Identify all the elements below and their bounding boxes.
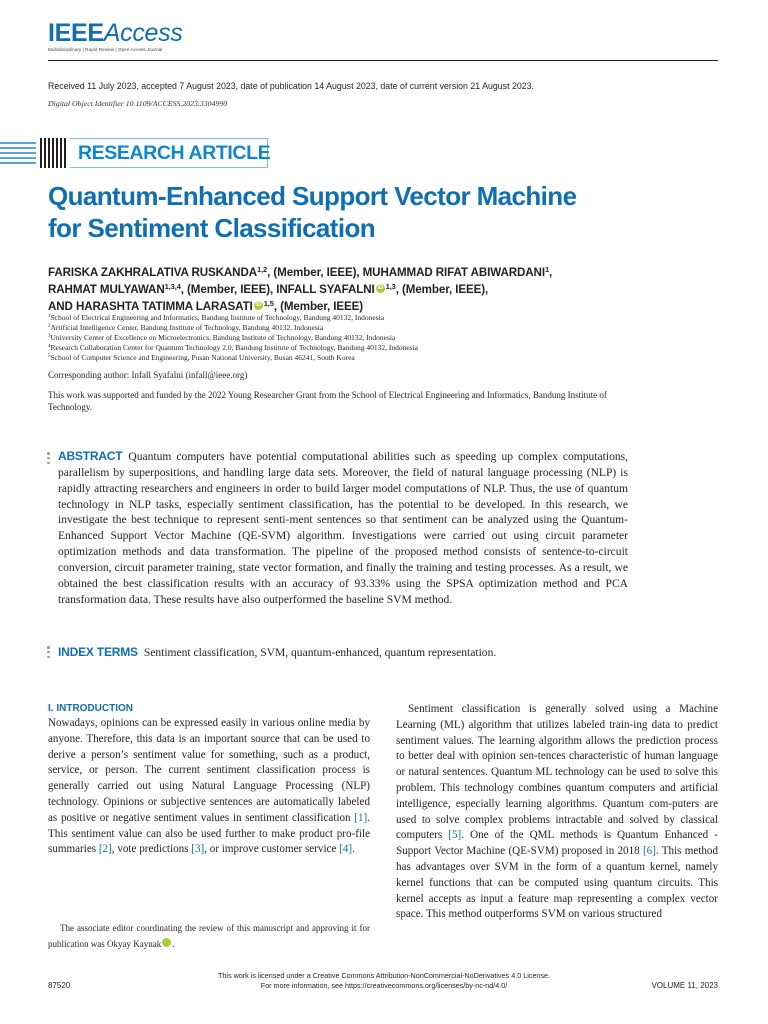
editor-note-text: The associate editor coordinating the review of this manuscript and approving it for publication was Okyay Kaynak: [48, 923, 370, 949]
logo-tagline: Multidisciplinary | Rapid Review | Open Access Journal: [48, 47, 163, 52]
author-line-2: [48, 281, 552, 298]
index-terms-block: [58, 645, 496, 659]
license-line: This work is licensed under a Creative Commons Attribution-NonCommercial-NoDerivatives 4.0 License.: [218, 971, 550, 980]
funding-statement: This work was supported and funded by the 2022 Young Researcher Grant from the School of Electrical Engineering and Informatics, Bandung Institute of Technology.: [48, 390, 607, 412]
logo-wordmark: IEEEAccess: [48, 19, 183, 47]
author-name: INFALL SYAFALNI: [276, 283, 375, 296]
author-name: MUHAMMAD RIFAT ABIWARDANI: [362, 266, 545, 279]
paper-title-line-1: Quantum-Enhanced Support Vector Machine: [48, 181, 577, 211]
affiliation-number: 5: [48, 354, 51, 359]
citation-link[interactable]: [4]: [339, 843, 353, 856]
author-name: RAHMAT MULYAWAN: [48, 283, 165, 296]
intro-left-column: [48, 702, 370, 858]
affiliation-text: University Center of Excellence on Microelectronics, Bandung Institute of Technology, Bandung 40132, Indonesia: [50, 333, 396, 342]
author-affil-sup: 1,3,4: [164, 282, 181, 291]
editor-note-end: .: [172, 939, 175, 949]
affiliation-number: 4: [48, 344, 51, 349]
author-affil-sup: 1,2: [257, 265, 268, 274]
author-separator: ,: [549, 266, 553, 279]
affiliation-number: 1: [48, 314, 51, 319]
affiliation-item: [48, 353, 418, 363]
citation-link[interactable]: [3]: [191, 843, 205, 856]
orcid-icon[interactable]: iD: [162, 938, 171, 947]
affiliation-text: School of Computer Science and Engineering, Pusan National University, Busan 46241, South Korea: [50, 353, 355, 362]
citation-link[interactable]: [5]: [448, 829, 462, 842]
article-type-banner: [0, 134, 271, 172]
editor-note: [48, 920, 370, 952]
index-terms-heading: INDEX TERMS: [58, 645, 138, 659]
article-type-label: RESEARCH ARTICLE: [78, 142, 271, 164]
corresponding-author: Corresponding author: Infall Syafalni (infall@ieee.org): [48, 370, 248, 380]
index-terms-dots-icon: [47, 646, 50, 660]
license-link-line[interactable]: For more information, see https://creativecommons.org/licenses/by-nc-nd/4.0/: [260, 981, 508, 990]
received-dates: Received 11 July 2023, accepted 7 August 2023, date of publication 14 August 2023, date of current version 21 August 2023.: [48, 81, 534, 91]
section-heading: I. INTRODUCTION: [48, 703, 133, 714]
author-role: , (Member, IEEE),: [180, 283, 277, 296]
author-affil-sup: 1,5: [263, 299, 274, 308]
affiliation-text: School of Electrical Engineering and Informatics, Bandung Institute of Technology, Bandung 40132, Indonesia: [50, 313, 385, 322]
affiliation-list: [48, 313, 418, 363]
orcid-icon[interactable]: iD: [377, 285, 384, 291]
paragraph-text: . This method has advantages over SVM in the form of a quantum kernel, namely kernel functions that can be computed using quantum circuits. This kernel accepts as input a feature map representing a complex vector space. This method outperforms SVM on various structured: [396, 845, 719, 921]
author-name: AND HARASHTA TATIMMA LARASATI: [48, 300, 253, 313]
volume-label: VOLUME 11, 2023: [651, 981, 718, 990]
affiliation-number: 2: [48, 324, 51, 329]
affiliation-item: [48, 333, 418, 343]
affiliation-text: Research Collaboration Center for Quantum Technology 2.0, Bandung Institute of Technology, Bandung 40132, Indonesia: [50, 343, 418, 352]
intro-paragraph: [48, 716, 370, 858]
affiliation-item: [48, 323, 418, 333]
author-affil-sup: 1,3: [385, 282, 396, 291]
citation-link[interactable]: [6]: [642, 845, 656, 858]
author-role: , (Member, IEEE): [273, 300, 364, 313]
author-list: [48, 264, 552, 315]
paragraph-text: , vote predictions: [111, 843, 192, 856]
doi-line: Digital Object Identifier 10.1109/ACCESS.2023.3304990: [48, 99, 228, 108]
paragraph-text: . This sentiment value can also be used further to make product pro-file summaries: [48, 811, 370, 856]
journal-logo: [48, 20, 183, 52]
citation-link[interactable]: [1]: [354, 811, 368, 824]
intro-right-column: [396, 702, 718, 923]
orcid-icon[interactable]: iD: [255, 302, 262, 308]
header-rule: [48, 60, 718, 61]
affiliation-text: Artificial Intelligence Center, Bandung Institute of Technology, Bandung 40132, Indonesia: [50, 323, 324, 332]
abstract-text: Quantum computers have potential computational abilities such as speeding up complex computations, parallelism by superpositions, and handling large data sets. Moreover, the field of natural language processing (NLP) is rapidly attracting researchers and engineers in order to build larger model computations of NLP. Thus, the use of quantum technology in NLP tasks, especially sentiment classification, has the potential to be developed. In this research, we investigate the best technique to represent senti-ment sentences so that sentiment can be analyzed using the Quantum-Enhanced Support Vector Machine (QE-SVM) algorithm. Investigations were carried out using circuit parameter optimization methods and data transformation. The pipeline of the proposed method consists of sentence-to-circuit conversion, circuit parameter training, state vector formation, and finally the training and testing processes. As a result, we obtained the best classification results with an accuracy of 93.33% using the SPSA optimization method and PCA transformation data. These results have also outperformed the baseline SVM method.: [58, 451, 628, 606]
paragraph-text: Sentiment classification is generally solved using a Machine Learning (ML) algorithm that utilizes labeled train-ing data to predict sentiment values. The learning algorithm allows the prediction process to better deal with opinion sen-tences characteristic of human language or natural sentences. Quantum ML technology can be used to solve this problem. This technology combines quantum computers and artificial intelligence, especially learning algorithms. Quantum com-puters are used to solve complex problems intractable and solved by classical computers: [396, 703, 718, 842]
paper-title: [48, 180, 576, 244]
author-affil-sup: 1: [544, 265, 550, 274]
page-number: 87520: [48, 981, 71, 990]
author-name: FARISKA ZAKHRALATIVA RUSKANDA: [48, 266, 257, 279]
author-line-1: [48, 264, 552, 281]
paragraph-text: Nowadays, opinions can be expressed easily in various online media by anyone. Therefore, this data is an important source that can be used to derive a person’s sentiment value for something, such as a product, service, or person. The current sentiment classification process is generally carried out using Natural Language Processing (NLP) technology. Opinions or subjective sentences are automatically labeled as positive or negative sentiment values in sentiment classification: [48, 717, 370, 824]
banner-stripes-graphic: [0, 138, 70, 168]
index-terms-text: Sentiment classification, SVM, quantum-enhanced, quantum representation.: [143, 647, 497, 659]
paragraph-text: . One of the QML methods is Quantum Enhanced - Support Vector Machine (QE-SVM) proposed in 2018: [396, 829, 718, 858]
affiliation-number: 3: [48, 334, 51, 339]
affiliation-item: [48, 313, 418, 323]
paragraph-text: .: [352, 843, 355, 856]
paragraph-text: , or improve customer service: [204, 843, 340, 856]
abstract-heading: ABSTRACT: [58, 449, 123, 463]
affiliation-item: [48, 343, 418, 353]
author-role: , (Member, IEEE),: [395, 283, 489, 296]
paper-title-line-2: for Sentiment Classification: [48, 213, 376, 243]
author-role: , (Member, IEEE),: [267, 266, 363, 279]
abstract-block: [58, 449, 628, 608]
citation-link[interactable]: [2]: [98, 843, 112, 856]
abstract-dots-icon: [47, 452, 50, 466]
intro-paragraph: [396, 702, 718, 923]
